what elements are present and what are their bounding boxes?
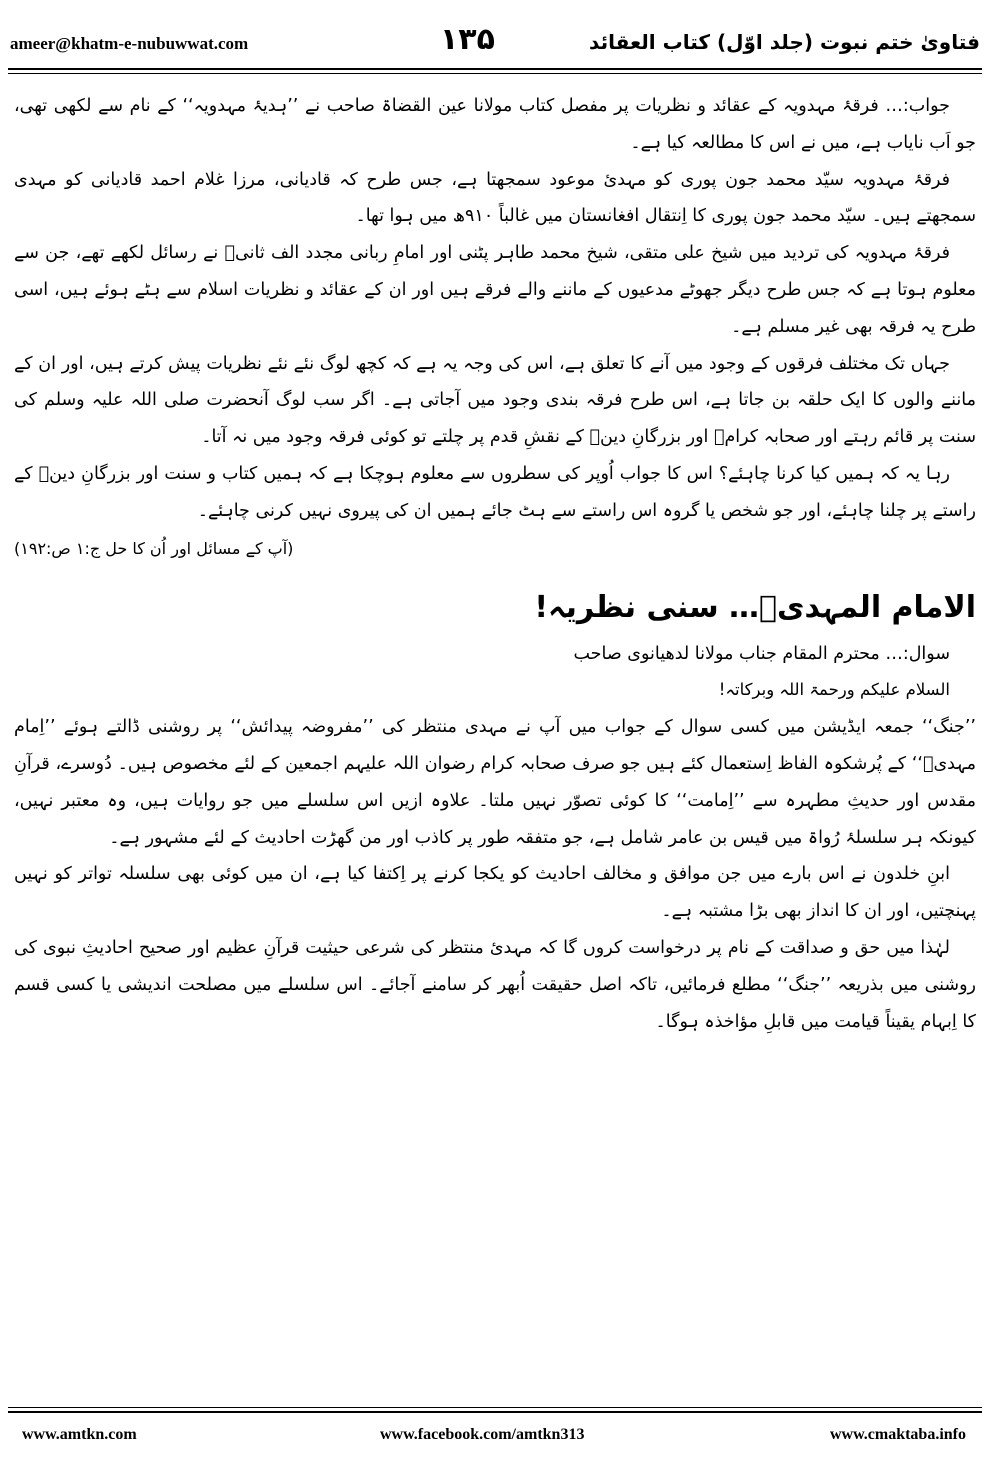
page-content — [14, 88, 976, 1398]
header-rule-thick — [8, 68, 982, 70]
footer-link-cmaktaba[interactable]: www.cmaktaba.info — [829, 1426, 966, 1443]
header-rule-thin — [8, 73, 982, 74]
paragraph-what-to-do: رہا یہ کہ ہمیں کیا کرنا چاہئے؟ اس کا جواب اُوپر کی سطروں سے معلوم ہوچکا ہے کہ ہمیں کتاب و سنت اور بزرگانِ دینؒ کے راستے پر چلنا چاہئے، اور جو شخص یا گروہ اس راستے سے ہٹ جائے ہمیں ان کی پیروی نہیں کرنی چاہئے۔ — [14, 463, 976, 521]
footer-link-amtkn[interactable]: www.amtkn.com — [22, 1426, 137, 1443]
footer-rule-thick — [8, 1411, 982, 1413]
paragraph-jang-question: ’’جنگ‘‘ جمعہ ایڈیشن میں کسی سوال کے جواب میں آپ نے مہدی منتظر کی ’’مفروضہ پیدائش‘‘ پر روشنی ڈالتے ہوئے ’’اِمام مہدیؑ‘‘ کے پُرشکوہ الفاظ اِستعمال کئے ہیں جو صرف صحابہ کرام رضوان اللہ علیہم اجمعین کے لئے مخصوص ہیں۔ دُوسرے، قرآنِ مقدس اور حدیثِ مطہرہ سے ’’اِمامت‘‘ کا کوئی تصوّر نہیں ملتا۔ علاوہ ازیں اس سلسلے میں جو روایات ہیں، وہ معتبر نہیں، کیونکہ ہر سلسلۂ رُواۃ میں قیس بن عامر شامل ہے، جو متفقہ طور پر کاذب اور من گھڑت احادیث کے لئے مشہور ہے۔ — [14, 717, 976, 848]
paragraph-sects-origin: جہاں تک مختلف فرقوں کے وجود میں آنے کا تعلق ہے، اس کی وجہ یہ ہے کہ کچھ لوگ نئے نئے نظریات پیش کرتے ہیں، اور ان کے ماننے والوں کا ایک حلقہ بن جاتا ہے، اس طرح فرقہ بندی وجود میں آجاتی ہے۔ اگر سب لوگ آنحضرت صلی اللہ علیہ وسلم کی سنت پر قائم رہتے اور صحابہ کرامؓ اور بزرگانِ دینؒ کے نقشِ قدم پر چلتے تو کوئی فرقہ وجود میں نہ آتا۔ — [14, 353, 976, 448]
paragraph-request: لہٰذا میں حق و صداقت کے نام پر درخواست کروں گا کہ مہدیٔ منتظر کی شرعی حیثیت قرآنِ عظیم اور صحیح احادیثِ نبوی کی روشنی میں بذریعہ ’’جنگ‘‘ مطلع فرمائیں، تاکہ اصل حقیقت اُبھر کر سامنے آجائے۔ اس سلسلے میں مصلحت اندیشی یا کسی قسم کا اِبہام یقیناً قیامت میں قابلِ مؤاخذہ ہوگا۔ — [14, 937, 976, 1032]
page-header — [0, 0, 990, 68]
source-reference: (آپ کے مسائل اور اُن کا حل ج:۱ ص:۱۹۲) — [14, 538, 294, 558]
greeting-line: السلام علیکم ورحمۃ اللہ وبرکاتہ! — [718, 680, 950, 700]
book-title: فتاویٰ ختم نبوت (جلد اوّل) کتاب العقائد — [589, 30, 980, 54]
page-footer — [0, 1418, 990, 1460]
question-intro: سوال:… محترم المقام جناب مولانا لدھیانوی صاحب — [573, 643, 950, 664]
header-email[interactable]: ameer@khatm-e-nubuwwat.com — [10, 34, 249, 53]
paragraph-refutation: فرقۂ مہدویہ کی تردید میں شیخ علی متقی، شیخ محمد طاہر پٹنی اور امامِ ربانی مجدد الف ثانیؒ نے رسائل لکھے تھے، جن سے معلوم ہوتا ہے کہ جس طرح دیگر جھوٹے مدعیوں کے ماننے والے فرقے ہیں اور ان کے عقائد و نظریات اسلام سے ہٹے ہوئے ہیں، اسی طرح یہ فرقہ بھی غیر مسلم ہے۔ — [14, 243, 976, 337]
paragraph-ibn-khaldun: ابنِ خلدون نے اس بارے میں جن موافق و مخالف احادیث کو یکجا کرنے پر اِکتفا کیا ہے، ان میں کوئی بھی سلسلہ تواتر کو نہیں پہنچتیں، اور ان کا انداز بھی بڑا مشتبہ ہے۔ — [14, 864, 976, 922]
section-heading: الامام المہدیؒ… سنی نظریہ! — [534, 589, 976, 625]
footer-rule-thin — [8, 1407, 982, 1408]
paragraph-mahdavi-belief: فرقۂ مہدویہ سیّد محمد جون پوری کو مہدیٔ موعود سمجھتا ہے، جس طرح کہ قادیانی، مرزا غلام احمد قادیانی کو مہدی سمجھتے ہیں۔ سیّد محمد جون پوری کا اِنتقال افغانستان میں غالباً ۹۱۰ھ میں ہوا تھا۔ — [14, 169, 976, 227]
page-number: ۱۳۵ — [440, 22, 495, 57]
answer-paragraph: جواب:… فرقۂ مہدویہ کے عقائد و نظریات پر مفصل کتاب مولانا عین القضاۃ صاحب نے ’’ہدیۂ مہدویہ‘‘ کے نام سے لکھی تھی، جو اَب نایاب ہے، میں نے اس کا مطالعہ کیا ہے۔ — [14, 96, 976, 153]
footer-link-facebook[interactable]: www.facebook.com/amtkn313 — [380, 1426, 585, 1443]
